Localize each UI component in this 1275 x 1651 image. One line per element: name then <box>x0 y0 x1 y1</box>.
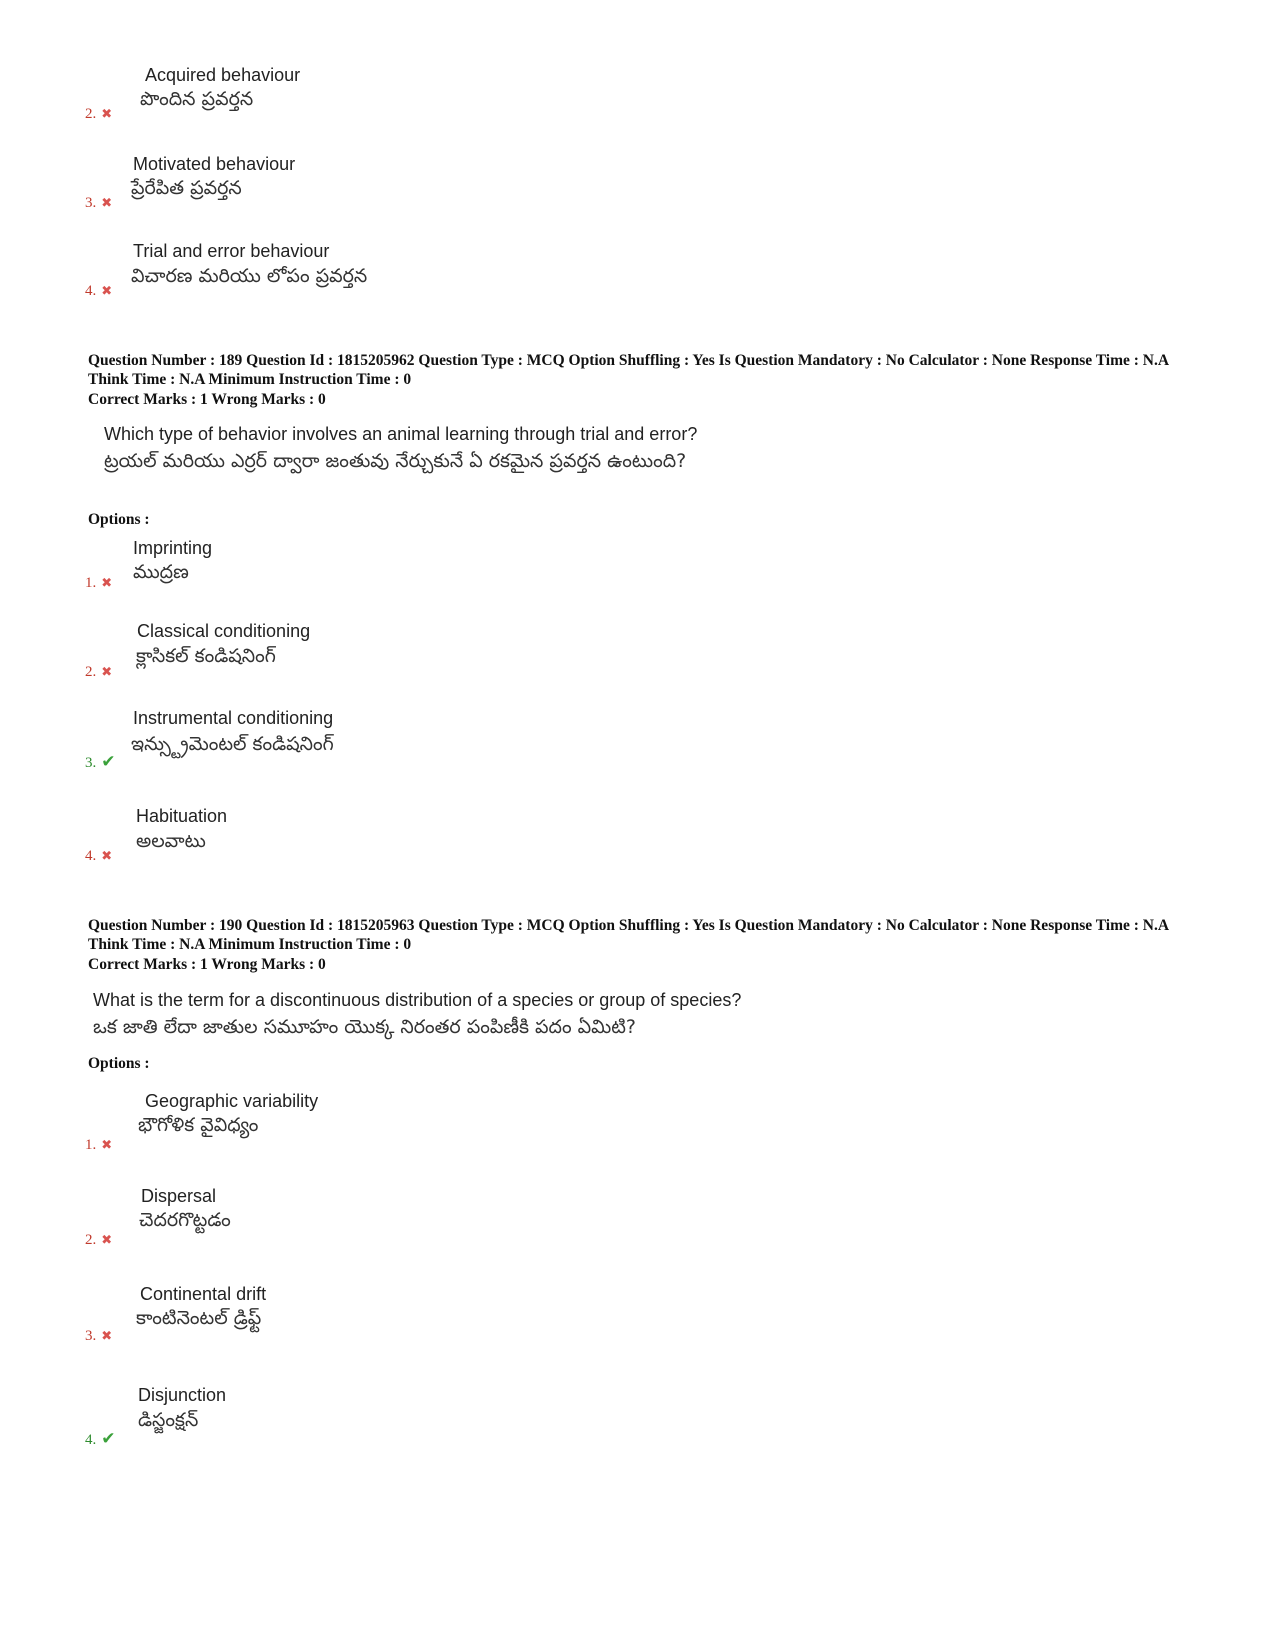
cross-icon: ✖ <box>101 283 113 298</box>
option-number-label: 4. <box>85 1432 97 1448</box>
option-telugu-text: పొందిన ప్రవర్తన <box>140 88 254 110</box>
option-number-label: 1. <box>85 575 97 591</box>
option-english-text: Trial and error behaviour <box>133 241 330 261</box>
cross-icon: ✖ <box>101 1137 113 1152</box>
option-number-label: 3. <box>85 1328 97 1344</box>
option-number <box>85 664 112 681</box>
option-english-text: Instrumental conditioning <box>133 708 334 728</box>
option-number <box>85 106 112 123</box>
option-number-label: 4. <box>85 283 97 299</box>
option-telugu-text: ప్రేరేపిత ప్రవర్తన <box>131 177 242 199</box>
question-190-marks: Correct Marks : 1 Wrong Marks : 0 <box>88 956 326 973</box>
cross-icon: ✖ <box>101 1232 113 1247</box>
option-telugu-text: ముద్రణ <box>133 561 189 583</box>
option-number <box>85 1429 116 1449</box>
question-189-text-telugu: ట్రయల్ మరియు ఎర్రర్ ద్వారా జంతువు నేర్చుకునే ఏ రకమైన ప్రవర్తన ఉంటుంది? <box>104 450 687 472</box>
check-icon: ✔ <box>101 1429 116 1448</box>
option-number-label: 3. <box>85 755 97 771</box>
option-number <box>85 1328 112 1345</box>
option-number-label: 2. <box>85 1232 97 1248</box>
option-number <box>85 575 112 592</box>
option-number <box>85 195 112 212</box>
question-189-text-english: Which type of behavior involves an animal learning through trial and error? <box>104 424 698 444</box>
cross-icon: ✖ <box>101 848 113 863</box>
option-telugu-text: క్లాసికల్ కండిషనింగ్ <box>136 645 276 667</box>
cross-icon: ✖ <box>101 1328 113 1343</box>
question-190-options-label: Options : <box>88 1055 150 1072</box>
option-number-label: 1. <box>85 1137 97 1153</box>
question-189-meta: Question Number : 189 Question Id : 1815205962 Question Type : MCQ Option Shuffling : Yes Is Question Mandatory : No Calculator : None Response Time : N.A Think Time : N.A Minimum Instruction Time : 0 <box>88 352 1169 388</box>
question-189-options-label: Options : <box>88 511 150 528</box>
option-english-text: Disjunction <box>138 1385 227 1405</box>
option-telugu-text: డిస్జంక్షన్ <box>138 1409 199 1431</box>
option-telugu-text: అలవాటు <box>136 830 206 852</box>
option-telugu-text: విచారణ మరియు లోపం ప్రవర్తన <box>131 265 368 287</box>
question-190-text-english: What is the term for a discontinuous distribution of a species or group of species? <box>93 990 742 1010</box>
option-number-label: 3. <box>85 195 97 211</box>
option-number <box>85 848 112 865</box>
option-number-label: 2. <box>85 106 97 122</box>
option-telugu-text: కాంటినెంటల్ డ్రిఫ్ట్ <box>136 1307 262 1329</box>
option-telugu-text: చెదరగొట్టడం <box>139 1209 231 1231</box>
option-english-text: Classical conditioning <box>137 621 311 641</box>
question-190-text-telugu: ఒక జాతి లేదా జాతుల సమూహం యొక్క నిరంతర పంపిణీకి పదం ఏమిటి? <box>93 1016 636 1038</box>
option-english-text: Geographic variability <box>145 1091 319 1111</box>
option-english-text: Dispersal <box>141 1186 217 1206</box>
option-telugu-text: ఇన్స్ట్రుమెంటల్ కండిషనింగ్ <box>131 733 334 755</box>
option-english-text: Motivated behaviour <box>133 154 296 174</box>
option-number <box>85 283 112 300</box>
option-english-text: Acquired behaviour <box>145 65 301 85</box>
option-number <box>85 1137 112 1154</box>
option-number <box>85 1232 112 1249</box>
option-telugu-text: భౌగోళిక వైవిధ్యం <box>138 1114 259 1136</box>
option-english-text: Continental drift <box>140 1284 267 1304</box>
question-190-meta: Question Number : 190 Question Id : 1815205963 Question Type : MCQ Option Shuffling : Yes Is Question Mandatory : No Calculator : None Response Time : N.A Think Time : N.A Minimum Instruction Time : 0 <box>88 917 1169 953</box>
option-number-label: 4. <box>85 848 97 864</box>
option-number <box>85 752 116 772</box>
cross-icon: ✖ <box>101 575 113 590</box>
cross-icon: ✖ <box>101 664 113 679</box>
cross-icon: ✖ <box>101 106 113 121</box>
question-189-marks: Correct Marks : 1 Wrong Marks : 0 <box>88 391 326 408</box>
option-number-label: 2. <box>85 664 97 680</box>
check-icon: ✔ <box>101 752 116 771</box>
cross-icon: ✖ <box>101 195 113 210</box>
option-english-text: Habituation <box>136 806 228 826</box>
option-english-text: Imprinting <box>133 538 213 558</box>
